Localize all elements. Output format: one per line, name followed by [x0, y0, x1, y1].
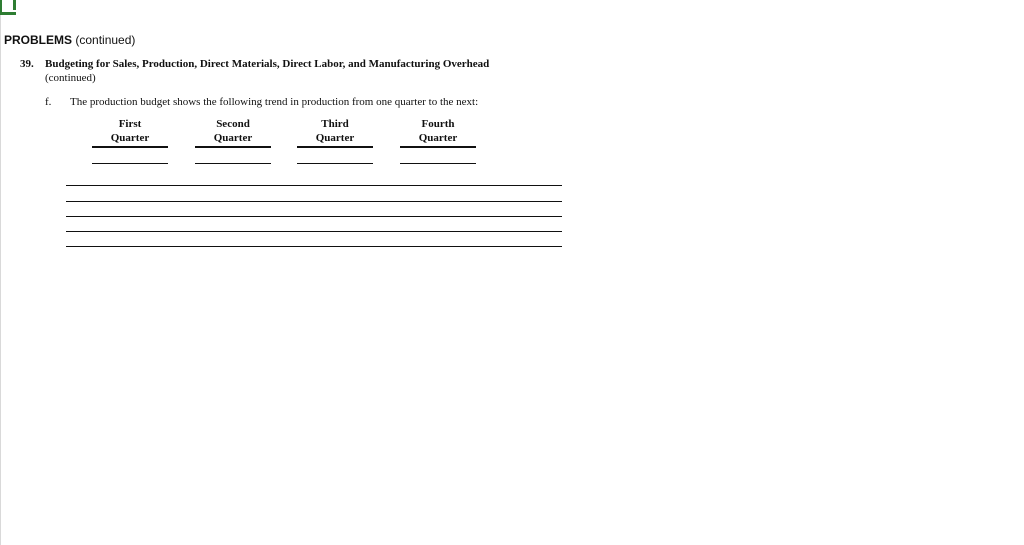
section-header-bold: PROBLEMS: [4, 33, 73, 47]
answer-line-1[interactable]: [66, 185, 562, 186]
column-header-line2: Quarter: [213, 132, 253, 144]
quarter-column-fourth: [400, 117, 476, 145]
column-header-underline: [400, 146, 476, 148]
column-header-line1: Third: [321, 118, 349, 130]
section-header-rest: (continued): [72, 33, 136, 47]
answer-blank-first-quarter[interactable]: [92, 163, 168, 164]
column-header-line1: Second: [216, 118, 250, 130]
column-header-underline: [195, 146, 271, 148]
answer-blank-fourth-quarter[interactable]: [400, 163, 476, 164]
section-header: [4, 33, 135, 47]
column-header-line2: Quarter: [315, 132, 355, 144]
part-prompt: The production budget shows the following trend in production from one quarter to the next:: [70, 96, 479, 108]
answer-line-2[interactable]: [66, 201, 562, 202]
column-header-line1: Fourth: [421, 118, 455, 130]
part-letter: f.: [45, 96, 52, 108]
column-header-line1: First: [118, 118, 142, 130]
quarter-column-second: [195, 117, 271, 145]
quarter-column-third: [297, 117, 373, 145]
quarter-column-first: [92, 117, 168, 145]
answer-blank-second-quarter[interactable]: [195, 163, 271, 164]
column-header-line2: Quarter: [418, 132, 458, 144]
answer-line-3[interactable]: [66, 216, 562, 217]
column-header-underline: [297, 146, 373, 148]
column-header-line2: Quarter: [110, 132, 150, 144]
question-subtitle: (continued): [45, 72, 96, 84]
corner-bracket-icon: [0, 0, 18, 16]
answer-blank-third-quarter[interactable]: [297, 163, 373, 164]
answer-line-5[interactable]: [66, 246, 562, 247]
column-header-underline: [92, 146, 168, 148]
question-title: Budgeting for Sales, Production, Direct Materials, Direct Labor, and Manufacturing Overhead: [45, 58, 490, 70]
answer-line-4[interactable]: [66, 231, 562, 232]
page-left-border: [0, 0, 1, 545]
question-number: 39.: [20, 58, 34, 70]
